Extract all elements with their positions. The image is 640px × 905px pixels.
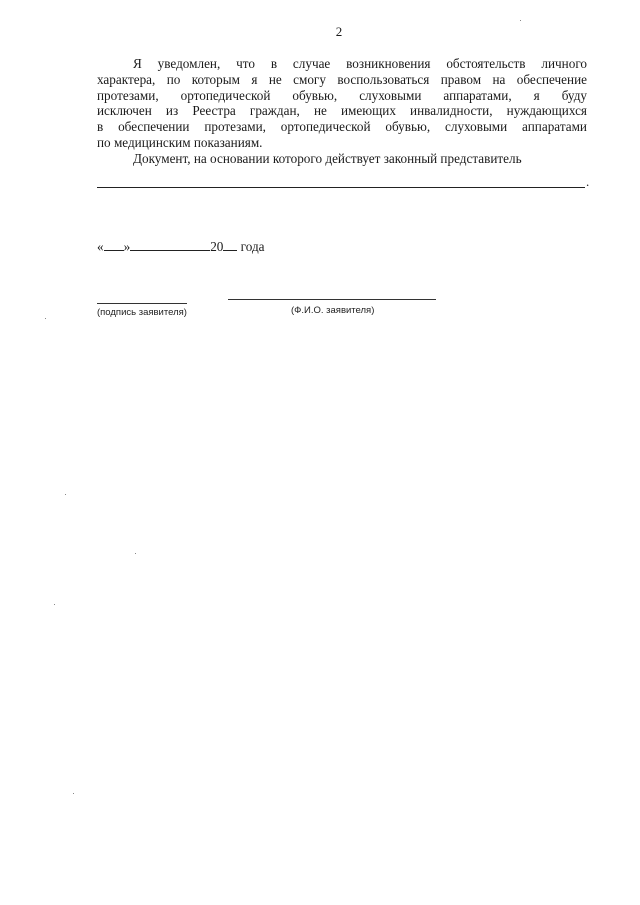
date-month-blank[interactable] <box>130 238 210 251</box>
date-year-blank[interactable] <box>223 238 237 251</box>
signature-caption: (подпись заявителя) <box>97 307 187 318</box>
signature-blank[interactable] <box>97 303 187 304</box>
full-name-caption: (Ф.И.О. заявителя) <box>291 305 375 316</box>
notice-line-5: в обеспечении протезами, ортопедической обувью, слуховыми аппаратами <box>97 119 587 135</box>
date-open-quote: « <box>97 239 104 254</box>
date-year-suffix: года <box>240 239 265 254</box>
date-line <box>97 238 265 255</box>
scan-speck <box>73 793 74 794</box>
scan-speck <box>54 604 55 605</box>
full-name-blank[interactable] <box>228 299 436 300</box>
scan-speck <box>65 494 66 495</box>
document-basis-line: Документ, на основании которого действует законный представитель <box>133 150 522 166</box>
scan-speck <box>135 553 136 554</box>
notice-paragraph <box>97 56 587 151</box>
notice-line-4: исключен из Реестра граждан, не имеющих инвалидности, нуждающихся <box>97 103 587 119</box>
document-basis-blank[interactable] <box>97 187 585 188</box>
page-number: 2 <box>335 24 343 39</box>
body-text <box>97 56 587 167</box>
notice-line-1: Я уведомлен, что в случае возникновения обстоятельств личного <box>133 56 587 71</box>
notice-line-3: протезами, ортопедической обувью, слуховыми аппаратами, я буду <box>97 87 587 103</box>
date-year-prefix: 20 <box>210 239 224 254</box>
date-day-blank[interactable] <box>104 238 124 251</box>
scan-speck <box>520 20 521 21</box>
notice-line-2: характера, по которым я не смогу воспользоваться правом на обеспечение <box>97 71 587 87</box>
scan-speck <box>45 318 46 319</box>
notice-line-6: по медицинским показаниям. <box>97 134 263 150</box>
document-basis-period: . <box>586 174 590 189</box>
date-close-quote: » <box>123 239 131 254</box>
